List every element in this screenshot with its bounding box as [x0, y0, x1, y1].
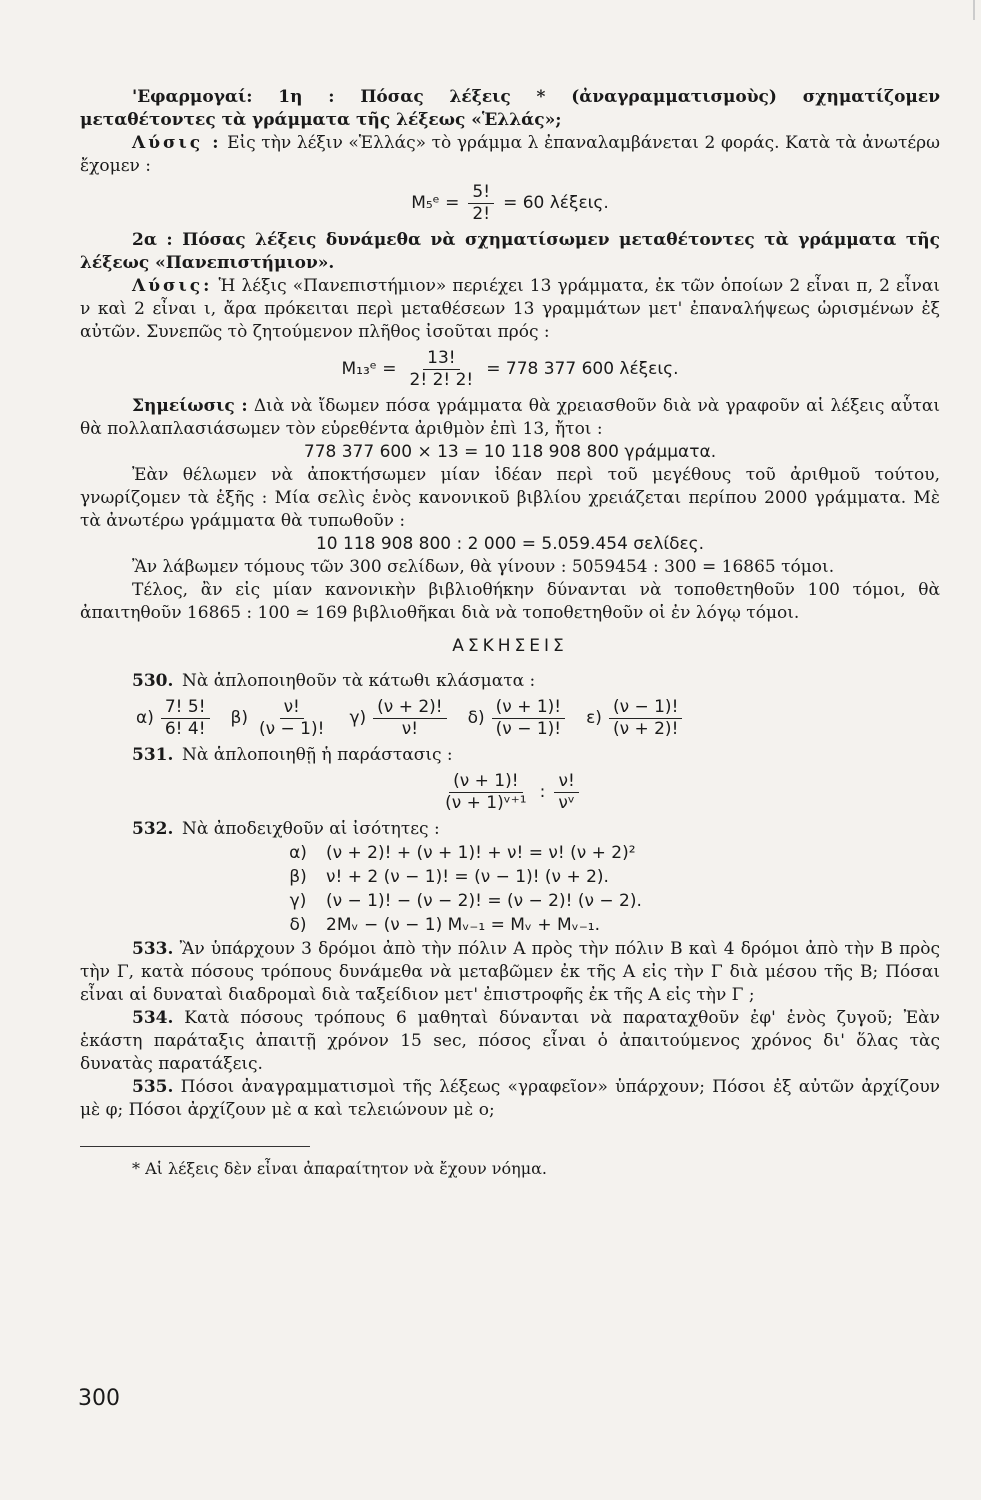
fraction-1: [441, 771, 531, 814]
solution-text: Εἰς τὴν λέξιν «Ἑλλάς» τὸ γράμμα λ ἐπαναλαμβάνεται 2 φοράς. Κατὰ τὰ ἀνωτέρω ἔχομεν :: [80, 133, 941, 176]
exercise-534: [80, 1007, 940, 1076]
exercise-text: Νὰ ἁπλοποιηθῇ ἡ παράστασις :: [182, 745, 453, 765]
exercise-text: Πόσοι ἀναγραμματισμοὶ τῆς λέξεως «γραφεῖον» ὑπάρχουν; Πόσοι ἐξ αὐτῶν ἀρχίζουν μὲ φ; Πόσοι ἀρχίζουν μὲ α καὶ τελειώνουν μὲ ο;: [80, 1077, 940, 1120]
identity-label: γ): [289, 891, 307, 911]
note-text: Διὰ νὰ ἴδωμεν πόσα γράμματα θὰ χρειασθοῦν διὰ νὰ γραφοῦν αἱ λέξεις αὗται θὰ πολλαπλασιάσωμεν τὸν εὑρεθέντα ἀριθμὸν ἐπὶ 13, ἤτοι :: [80, 396, 941, 439]
exercise-530-stem: [132, 670, 940, 693]
application-2-solution: [80, 275, 940, 344]
label-c: γ): [349, 708, 367, 728]
exercise-533: [80, 938, 940, 1007]
equation-rhs: = 778 377 600 λέξεις.: [486, 359, 679, 379]
fraction: [406, 348, 478, 391]
fraction-c: [373, 697, 446, 740]
numerator: 5!: [468, 182, 494, 204]
exercise-number: 532.: [132, 819, 174, 839]
exercise-number: 535.: [132, 1077, 174, 1097]
fraction-a: [161, 697, 210, 740]
numerator: (ν + 2)!: [373, 697, 446, 719]
fraction: [468, 182, 494, 225]
fraction-d: [492, 697, 565, 740]
note-label: Σημείωσις :: [132, 396, 248, 416]
numerator: ν!: [280, 697, 304, 719]
exercise-number: 533.: [132, 939, 174, 959]
exercise-535: [80, 1076, 940, 1122]
application-1-solution: [80, 132, 940, 178]
exercise-text: Νὰ ἁπλοποιηθοῦν τὰ κάτωθι κλάσματα :: [182, 671, 536, 691]
fractions-row: [136, 697, 940, 740]
note-paragraph-4: Τέλος, ἂν εἰς μίαν κανονικὴν βιβλιοθήκην δύνανται νὰ τοποθετηθοῦν 100 τόμοι, θὰ ἀπαιτηθοῦν 16865 : 100 ≃ 169 βιβλιοθῆκαι διὰ νὰ τοποθετηθοῦν οἱ ἐν λόγῳ τόμοι.: [80, 580, 940, 623]
equation-rhs: = 60 λέξεις.: [503, 193, 609, 213]
expression-531: [80, 771, 940, 814]
page-number: 300: [78, 1386, 120, 1411]
denominator: νᵛ: [558, 793, 575, 813]
footnote: * Αἱ λέξεις δὲν εἶναι ἀπαραίτητον νὰ ἔχουν νόημα.: [132, 1159, 547, 1178]
identity-label: δ): [289, 915, 307, 935]
note-paragraph-3: Ἂν λάβωμεν τόμους τῶν 300 σελίδων, θὰ γίνουν : 5059454 : 300 = 16865 τόμοι.: [132, 557, 835, 577]
denominator: ν!: [401, 719, 419, 739]
identity-b: [288, 866, 940, 889]
exercise-number: 534.: [132, 1008, 174, 1028]
page-content: [80, 86, 940, 1180]
identity-expression: 2Mᵥ − (ν − 1) Mᵥ₋₁ = Mᵥ + Mᵥ₋₁.: [326, 915, 601, 935]
exercise-531-stem: [132, 744, 940, 767]
numerator: ν!: [554, 771, 578, 793]
note-paragraph: [80, 395, 940, 441]
exercise-number: 531.: [132, 745, 174, 765]
exercise-530: [80, 670, 940, 740]
denominator: 2! 2! 2!: [409, 370, 474, 390]
exercise-532: [80, 818, 940, 937]
exercises-heading: ΑΣΚΗΣΕΙΣ: [452, 636, 568, 656]
numerator: 7! 5!: [161, 697, 210, 719]
fraction-b: [255, 697, 328, 740]
footnote-divider: [80, 1146, 310, 1147]
equation-lhs: M₁₃ᵉ =: [341, 359, 397, 379]
solution-label: Λύσις :: [132, 133, 222, 153]
exercise-number: 530.: [132, 671, 174, 691]
identity-d: [288, 914, 940, 937]
exercise-text: Νὰ ἀποδειχθοῦν αἱ ἰσότητες :: [182, 819, 440, 839]
denominator: 6! 4!: [164, 719, 206, 739]
denominator: (ν + 1)ᵛ⁺¹: [445, 793, 527, 813]
application-2-title: 2α : Πόσας λέξεις δυνάμεθα νὰ σχηματίσωμεν μεταθέτοντες τὰ γράμματα τῆς λέξεως «Πανεπιστήμιον».: [80, 230, 940, 273]
exercise-text: Ἂν ὑπάρχουν 3 δρόμοι ἀπὸ τὴν πόλιν Α πρὸς τὴν πόλιν Β καὶ 4 δρόμοι ἀπὸ τὴν Β πρὸς τὴν Γ, κατὰ πόσους τρόπους δυνάμεθα νὰ μεταβῶμεν ἐκ τῆς Α εἰς τὴν Γ διὰ μέσου τῆς Β; Πόσαι εἶναι αἱ δυναταὶ διαδρομαὶ διὰ ταξείδιον μετ' ἐπιστροφῆς ἐκ τῆς Α εἰς τὴν Γ ;: [80, 939, 941, 1005]
equation-lhs: M₅ᵉ =: [411, 193, 460, 213]
page-edge-mark: [973, 0, 975, 20]
fraction-e: [609, 697, 682, 740]
solution-label: Λύσις:: [132, 276, 213, 296]
solution-text: Ἡ λέξις «Πανεπιστήμιον» περιέχει 13 γράμματα, ἐκ τῶν ὁποίων 2 εἶναι π, 2 εἶναι ν καὶ 2 εἶναι ι, ἄρα πρόκειται περὶ μεταθέσεων 13 γραμμάτων μετ' ἐπαναλήψεως ὡρισμένων ἐξ αὐτῶν. Συνεπῶς τὸ ζητούμενον πλῆθος ἰσοῦται πρός :: [80, 276, 940, 342]
identity-expression: (ν − 1)! − (ν − 2)! = (ν − 2)! (ν − 2).: [326, 891, 642, 911]
exercise-531: [80, 744, 940, 814]
label-d: δ): [467, 708, 485, 728]
note-paragraph-2: Ἐὰν θέλωμεν νὰ ἀποκτήσωμεν μίαν ἰδέαν περὶ τοῦ μεγέθους τοῦ ἀριθμοῦ τούτου, γνωρίζομεν τὰ ἑξῆς : Μία σελὶς ἑνὸς κανονικοῦ βιβλίου χρειάζεται περίπου 2000 γράμματα. Μὲ τὰ ἀνωτέρω γράμματα θὰ τυπωθοῦν :: [80, 465, 940, 531]
identity-label: α): [289, 843, 307, 863]
denominator: (ν − 1)!: [259, 719, 325, 739]
numerator: (ν + 1)!: [492, 697, 565, 719]
numerator: 13!: [423, 348, 459, 370]
denominator: 2!: [472, 204, 491, 224]
exercise-text: Κατὰ πόσους τρόπους 6 μαθηταὶ δύνανται νὰ παραταχθοῦν ἐφ' ἑνὸς ζυγοῦ; Ἐὰν ἑκάστη παράταξις ἀπαιτῇ χρόνον 15 sec, πόσος εἶναι ὁ ἀπαιτούμενος χρόνος δι' ὅλας τὰς δυνατὰς παρατάξεις.: [80, 1008, 940, 1074]
identity-label: β): [289, 867, 307, 887]
equation-ellas: [80, 182, 940, 225]
calculation-pages: 10 118 908 800 : 2 000 = 5.059.454 σελίδες.: [315, 534, 705, 554]
application-1-title: 'Εφαρμογαί: 1η : Πόσας λέξεις * (ἀναγραμματισμοὺς) σχηματίζομεν μεταθέτοντες τὰ γράμματα τῆς λέξεως «Ἑλλάς»;: [80, 87, 940, 130]
equation-panepistimion: [80, 348, 940, 391]
denominator: (ν − 1)!: [495, 719, 562, 739]
numerator: (ν − 1)!: [609, 697, 682, 719]
identity-a: [288, 842, 940, 865]
fraction-2: [554, 771, 579, 814]
divide-sign: :: [539, 782, 546, 802]
identity-expression: (ν + 2)! + (ν + 1)! + ν! = ν! (ν + 2)²: [326, 843, 636, 863]
label-a: α): [136, 708, 154, 728]
identity-c: [288, 890, 940, 913]
identity-expression: ν! + 2 (ν − 1)! = (ν − 1)! (ν + 2).: [326, 867, 609, 887]
numerator: (ν + 1)!: [449, 771, 522, 793]
label-b: β): [230, 708, 248, 728]
label-e: ε): [586, 708, 602, 728]
denominator: (ν + 2)!: [612, 719, 679, 739]
calculation-letters: 778 377 600 × 13 = 10 118 908 800 γράμματα.: [303, 442, 717, 462]
exercise-532-stem: [132, 818, 940, 841]
